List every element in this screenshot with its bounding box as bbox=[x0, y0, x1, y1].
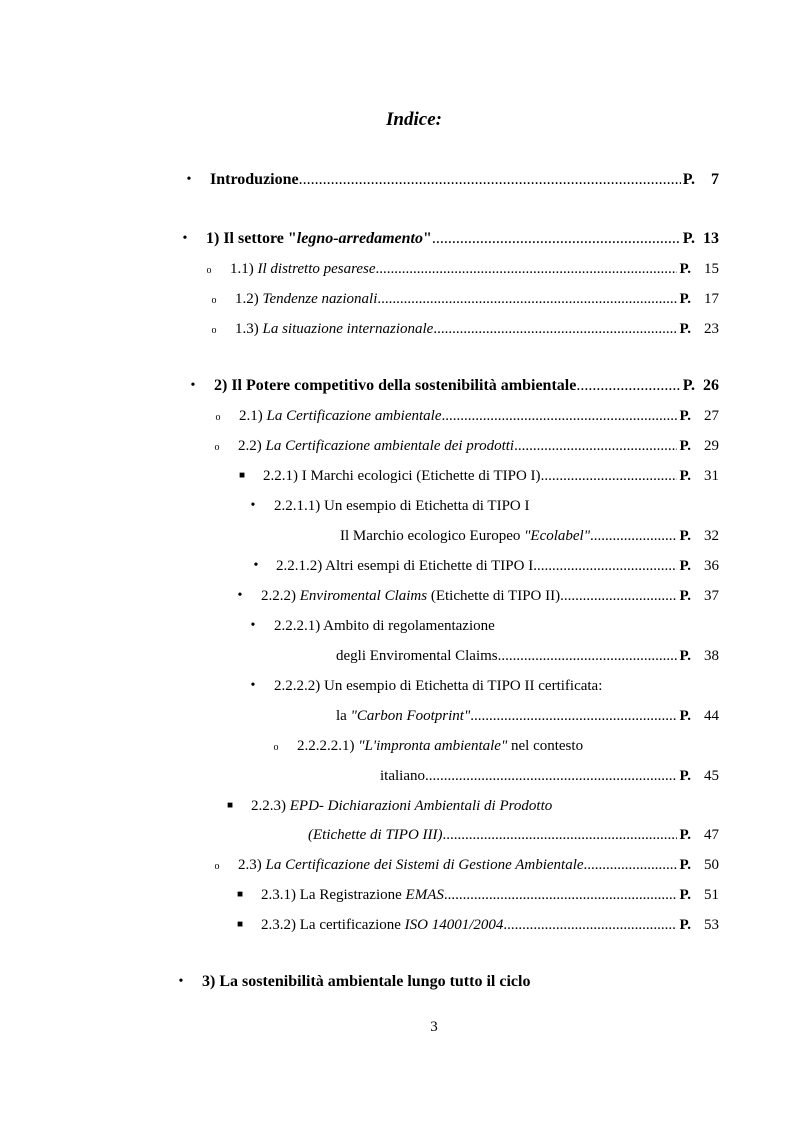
toc-entry-1[interactable]: 1) Il settore "legno-arredamento" ..... P. 13 bbox=[206, 229, 719, 249]
dot-leader bbox=[377, 289, 677, 309]
bullet: o bbox=[206, 265, 212, 276]
dot-leader bbox=[503, 915, 677, 935]
dot-leader bbox=[576, 376, 680, 396]
dot-leader bbox=[533, 556, 677, 576]
dot-leader bbox=[560, 586, 677, 606]
bullet: ■ bbox=[238, 470, 246, 481]
bullet: ■ bbox=[236, 889, 244, 900]
toc-entry-2-2-1-1[interactable]: Il Marchio ecologico Europeo "Ecolabel" ..... P. 32 bbox=[340, 526, 719, 546]
toc-entry-1-2[interactable]: 1.2) Tendenze nazionali ..... P. 17 bbox=[235, 289, 719, 309]
toc-entry-1-3[interactable]: 1.3) La situazione internazionale ..... P. 23 bbox=[235, 319, 719, 339]
toc-entry-2-2-1[interactable]: 2.2.1) I Marchi ecologici (Etichette di TIPO I) ..... P. 31 bbox=[263, 466, 719, 486]
toc-entry-2-1[interactable]: 2.1) La Certificazione ambientale ..... P. 27 bbox=[239, 406, 719, 426]
bullet: o bbox=[215, 412, 221, 423]
bullet: o bbox=[214, 442, 220, 453]
dot-leader bbox=[514, 436, 677, 456]
toc-entry-2-2-2-1-line1: 2.2.2.1) Ambito di regolamentazione bbox=[274, 618, 495, 634]
toc-entry-2[interactable]: 2) Il Potere competitivo della sostenibilità ambientale ..... P. 26 bbox=[214, 376, 719, 396]
dot-leader bbox=[443, 825, 678, 845]
bullet: o bbox=[273, 742, 279, 753]
page-number: 3 bbox=[430, 1019, 438, 1035]
bullet: • bbox=[237, 588, 243, 603]
toc-entry-2-2-2-1[interactable]: degli Enviromental Claims ..... P. 38 bbox=[336, 646, 719, 666]
toc-entry-2-2-2-2-1-line1: 2.2.2.2.1) "L'impronta ambientale" nel contesto bbox=[297, 738, 584, 754]
dot-leader bbox=[432, 229, 681, 249]
bullet: • bbox=[186, 172, 192, 187]
dot-leader bbox=[425, 766, 677, 786]
dot-leader bbox=[498, 646, 678, 666]
bullet: o bbox=[211, 295, 217, 306]
bullet: • bbox=[190, 378, 196, 393]
bullet: o bbox=[211, 325, 217, 336]
bullet: ■ bbox=[226, 800, 234, 811]
toc-entry-2-2-1-1-line1: 2.2.1.1) Un esempio di Etichetta di TIPO I bbox=[274, 498, 530, 514]
toc-entry-introduzione[interactable]: Introduzione ..... P. 7 bbox=[210, 170, 719, 190]
toc-entry-2-2-3[interactable]: (Etichette di TIPO III) ..... P. 47 bbox=[308, 825, 719, 845]
dot-leader bbox=[444, 885, 678, 905]
dot-leader bbox=[590, 526, 677, 546]
bullet: ■ bbox=[236, 919, 244, 930]
toc-entry-2-2[interactable]: 2.2) La Certificazione ambientale dei prodotti ..... P. 29 bbox=[238, 436, 719, 456]
toc-entry-2-3-1[interactable]: 2.3.1) La Registrazione EMAS ..... P. 51 bbox=[261, 885, 719, 905]
toc-entry-2-2-2-2[interactable]: la "Carbon Footprint" ..... P. 44 bbox=[336, 706, 719, 726]
dot-leader bbox=[541, 466, 678, 486]
bullet: • bbox=[182, 231, 188, 246]
bullet: • bbox=[250, 618, 256, 633]
toc-entry-2-3[interactable]: 2.3) La Certificazione dei Sistemi di Gestione Ambientale ..... P. 50 bbox=[238, 855, 719, 875]
toc-entry-2-2-2[interactable]: 2.2.2) Enviromental Claims (Etichette di TIPO II) ..... P. 37 bbox=[261, 586, 719, 606]
bullet: • bbox=[250, 498, 256, 513]
bullet: • bbox=[250, 678, 256, 693]
toc-entry-2-2-1-2[interactable]: 2.2.1.2) Altri esempi di Etichette di TIPO I ..... P. 36 bbox=[276, 556, 719, 576]
dot-leader bbox=[470, 706, 677, 726]
toc-entry-2-2-2-2-1[interactable]: italiano ..... P. 45 bbox=[380, 766, 719, 786]
toc-entry-2-2-3-line1: 2.2.3) EPD- Dichiarazioni Ambientali di Prodotto bbox=[251, 798, 553, 814]
dot-leader bbox=[584, 855, 678, 875]
toc-entry-3[interactable]: 3) La sostenibilità ambientale lungo tutto il ciclo bbox=[202, 973, 531, 990]
bullet: o bbox=[214, 861, 220, 872]
toc-entry-2-3-2[interactable]: 2.3.2) La certificazione ISO 14001/2004 ..... P. 53 bbox=[261, 915, 719, 935]
page-title: Indice: bbox=[386, 109, 442, 130]
dot-leader bbox=[376, 259, 678, 279]
dot-leader bbox=[433, 319, 677, 339]
bullet: • bbox=[253, 558, 259, 573]
dot-leader bbox=[299, 170, 681, 190]
toc-entry-2-2-2-2-line1: 2.2.2.2) Un esempio di Etichetta di TIPO II certificata: bbox=[274, 678, 603, 694]
dot-leader bbox=[441, 406, 677, 426]
toc-entry-1-1[interactable]: 1.1) Il distretto pesarese ..... P. 15 bbox=[230, 259, 719, 279]
bullet: • bbox=[178, 974, 184, 989]
